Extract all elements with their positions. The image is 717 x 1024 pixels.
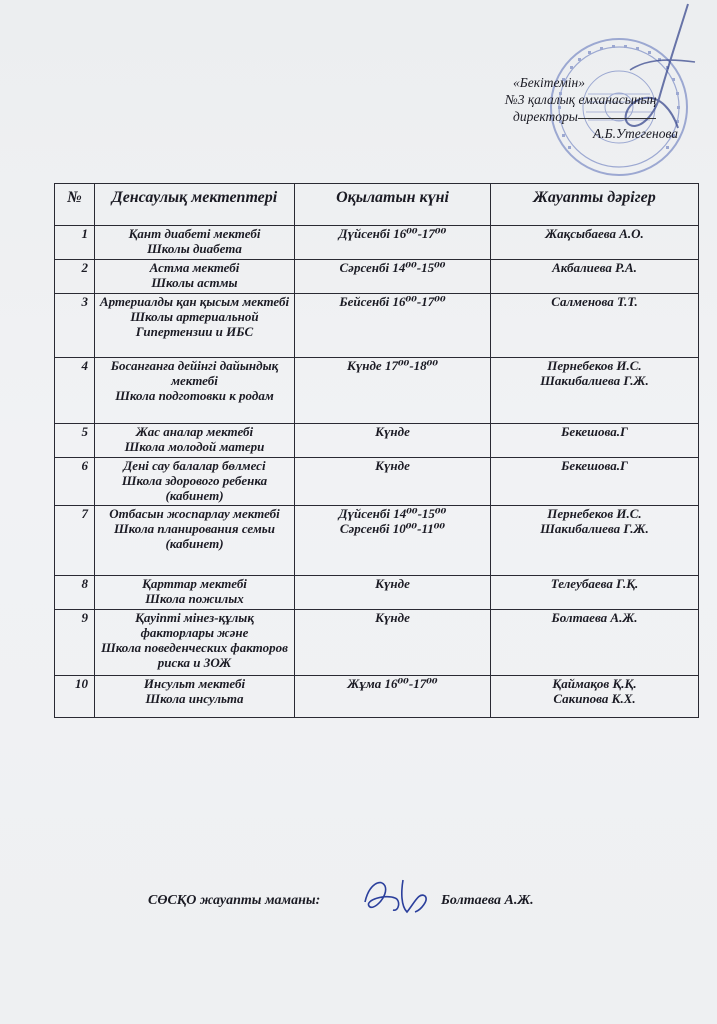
school-name-kz: Инсульт мектебі — [143, 676, 246, 691]
table-row — [55, 610, 699, 676]
approval-director-name: А.Б.Утегенова — [593, 126, 679, 141]
schedule-day: Күнде — [375, 576, 410, 591]
schedule-day: Сәрсенбі 14⁰⁰-15⁰⁰ — [339, 260, 446, 275]
row-number: 9 — [55, 610, 95, 676]
schedule-day: Дүйсенбі 16⁰⁰-17⁰⁰ — [338, 226, 447, 241]
school-name-ru: Школы артериальной Гипертензии и ИБС — [130, 309, 259, 339]
school-name-cell — [95, 576, 295, 610]
responsible-doctor: Пернебеков И.С. — [547, 358, 642, 373]
school-name-ru: Школы диабета — [147, 241, 242, 256]
footer-label: СӨСҚО жауапты маманы: — [148, 893, 321, 908]
approval-title: «Бекітемін» — [513, 75, 585, 90]
school-name-ru: Школа поведенческих факторов риска и ЗОЖ — [101, 640, 288, 670]
responsible-doctor-cell — [491, 506, 699, 576]
responsible-doctor: Салменова Т.Т. — [551, 294, 638, 309]
school-name-ru: Школа подготовки к родам — [115, 388, 274, 403]
responsible-doctor-cell — [491, 610, 699, 676]
signature-line — [578, 118, 656, 119]
table-header-row — [55, 184, 699, 226]
school-name-ru: Школа инсульта — [145, 691, 244, 706]
school-name-cell — [95, 506, 295, 576]
school-name-ru: Школа молодой матери — [124, 439, 265, 454]
responsible-doctor: Қаймақов Қ.Қ. — [552, 676, 637, 691]
schedule-day-cell — [295, 424, 491, 458]
responsible-doctor-second: Шакибалиева Г.Ж. — [540, 521, 649, 536]
header-doctor: Жауапты дәрігер — [491, 184, 699, 226]
approval-position-text: директоры — [513, 109, 578, 124]
responsible-doctor-second: Сакипова К.Х. — [553, 691, 636, 706]
table-row — [55, 576, 699, 610]
responsible-doctor: Бекешова.Г — [561, 424, 628, 439]
row-number: 5 — [55, 424, 95, 458]
schedule-day-cell — [295, 358, 491, 424]
responsible-doctor: Телеубаева Г.Қ. — [550, 576, 639, 591]
row-number: 2 — [55, 260, 95, 294]
schedule-day: Күнде 17⁰⁰-18⁰⁰ — [346, 358, 439, 373]
schedule-day-cell — [295, 506, 491, 576]
footer-responsible-name: Болтаева А.Ж. — [441, 893, 534, 908]
row-number: 8 — [55, 576, 95, 610]
responsible-doctor-cell — [491, 226, 699, 260]
row-number: 7 — [55, 506, 95, 576]
school-name-kz: Отбасын жоспарлау мектебі — [109, 506, 280, 521]
approval-position — [505, 108, 705, 125]
responsible-doctor-cell — [491, 358, 699, 424]
school-name-cell — [95, 294, 295, 358]
responsible-doctor-cell — [491, 576, 699, 610]
schedule-day: Бейсенбі 16⁰⁰-17⁰⁰ — [339, 294, 446, 309]
schedule-day: Дүйсенбі 14⁰⁰-15⁰⁰ — [338, 506, 447, 521]
school-name-kz: Артериалды қан қысым мектебі — [99, 294, 290, 309]
table-body — [55, 226, 699, 718]
school-name-ru: Школа планирования семьи (кабинет) — [114, 521, 275, 551]
schedule-day-cell — [295, 676, 491, 718]
table-row — [55, 458, 699, 506]
school-name-kz: Астма мектебі — [149, 260, 240, 275]
school-name-cell — [95, 676, 295, 718]
school-name-cell — [95, 424, 295, 458]
responsible-signature — [355, 872, 435, 920]
responsible-doctor-cell — [491, 294, 699, 358]
school-name-ru: Школа пожилых — [145, 591, 244, 606]
school-name-ru: Школа здорового ребенка (кабинет) — [121, 473, 268, 503]
schedule-day-cell — [295, 576, 491, 610]
health-schools-table — [54, 183, 699, 718]
row-number: 1 — [55, 226, 95, 260]
row-number: 4 — [55, 358, 95, 424]
schedule-day-cell — [295, 458, 491, 506]
approval-org: №3 қалалық емханасының — [505, 92, 657, 107]
school-name-cell — [95, 358, 295, 424]
responsible-doctor: Пернебеков И.С. — [547, 506, 642, 521]
table-row — [55, 226, 699, 260]
responsible-doctor: Жақсыбаева А.О. — [545, 226, 644, 241]
responsible-doctor-cell — [491, 458, 699, 506]
schedule-day-cell — [295, 226, 491, 260]
schedule-day: Жұма 16⁰⁰-17⁰⁰ — [347, 676, 438, 691]
header-day: Оқылатын күні — [295, 184, 491, 226]
school-name-kz: Босанғанға дейінгі дайындық мектебі — [110, 358, 279, 388]
school-name-cell — [95, 260, 295, 294]
schedule-day-cell — [295, 610, 491, 676]
school-name-cell — [95, 610, 295, 676]
approval-block — [505, 74, 705, 142]
schedule-day-cell — [295, 294, 491, 358]
schedule-day: Күнде — [375, 610, 410, 625]
school-name-cell — [95, 226, 295, 260]
school-name-cell — [95, 458, 295, 506]
table-row — [55, 506, 699, 576]
school-name-kz: Дені сау балалар бөлмесі — [123, 458, 266, 473]
school-name-kz: Қауіпті мінез-құлық факторлары және — [135, 610, 254, 640]
school-name-kz: Жас аналар мектебі — [135, 424, 254, 439]
row-number: 10 — [55, 676, 95, 718]
header-num: № — [55, 184, 95, 226]
responsible-doctor-cell — [491, 424, 699, 458]
school-name-kz: Қарттар мектебі — [142, 576, 247, 591]
schedule-day: Күнде — [375, 424, 410, 439]
school-name-kz: Қант диабеті мектебі — [128, 226, 261, 241]
table-row — [55, 424, 699, 458]
responsible-doctor: Бекешова.Г — [561, 458, 628, 473]
schedule-day-cell — [295, 260, 491, 294]
row-number: 6 — [55, 458, 95, 506]
header-school: Денсаулық мектептері — [95, 184, 295, 226]
schedule-day-second: Сәрсенбі 10⁰⁰-11⁰⁰ — [339, 521, 446, 536]
table-row — [55, 294, 699, 358]
table-row — [55, 358, 699, 424]
table-row — [55, 260, 699, 294]
responsible-doctor-cell — [491, 260, 699, 294]
school-name-ru: Школы астмы — [151, 275, 238, 290]
responsible-doctor-second: Шакибалиева Г.Ж. — [540, 373, 649, 388]
responsible-doctor: Болтаева А.Ж. — [551, 610, 638, 625]
responsible-doctor: Акбалиева Р.А. — [552, 260, 637, 275]
table-row — [55, 676, 699, 718]
responsible-doctor-cell — [491, 676, 699, 718]
schedule-day: Күнде — [375, 458, 410, 473]
row-number: 3 — [55, 294, 95, 358]
